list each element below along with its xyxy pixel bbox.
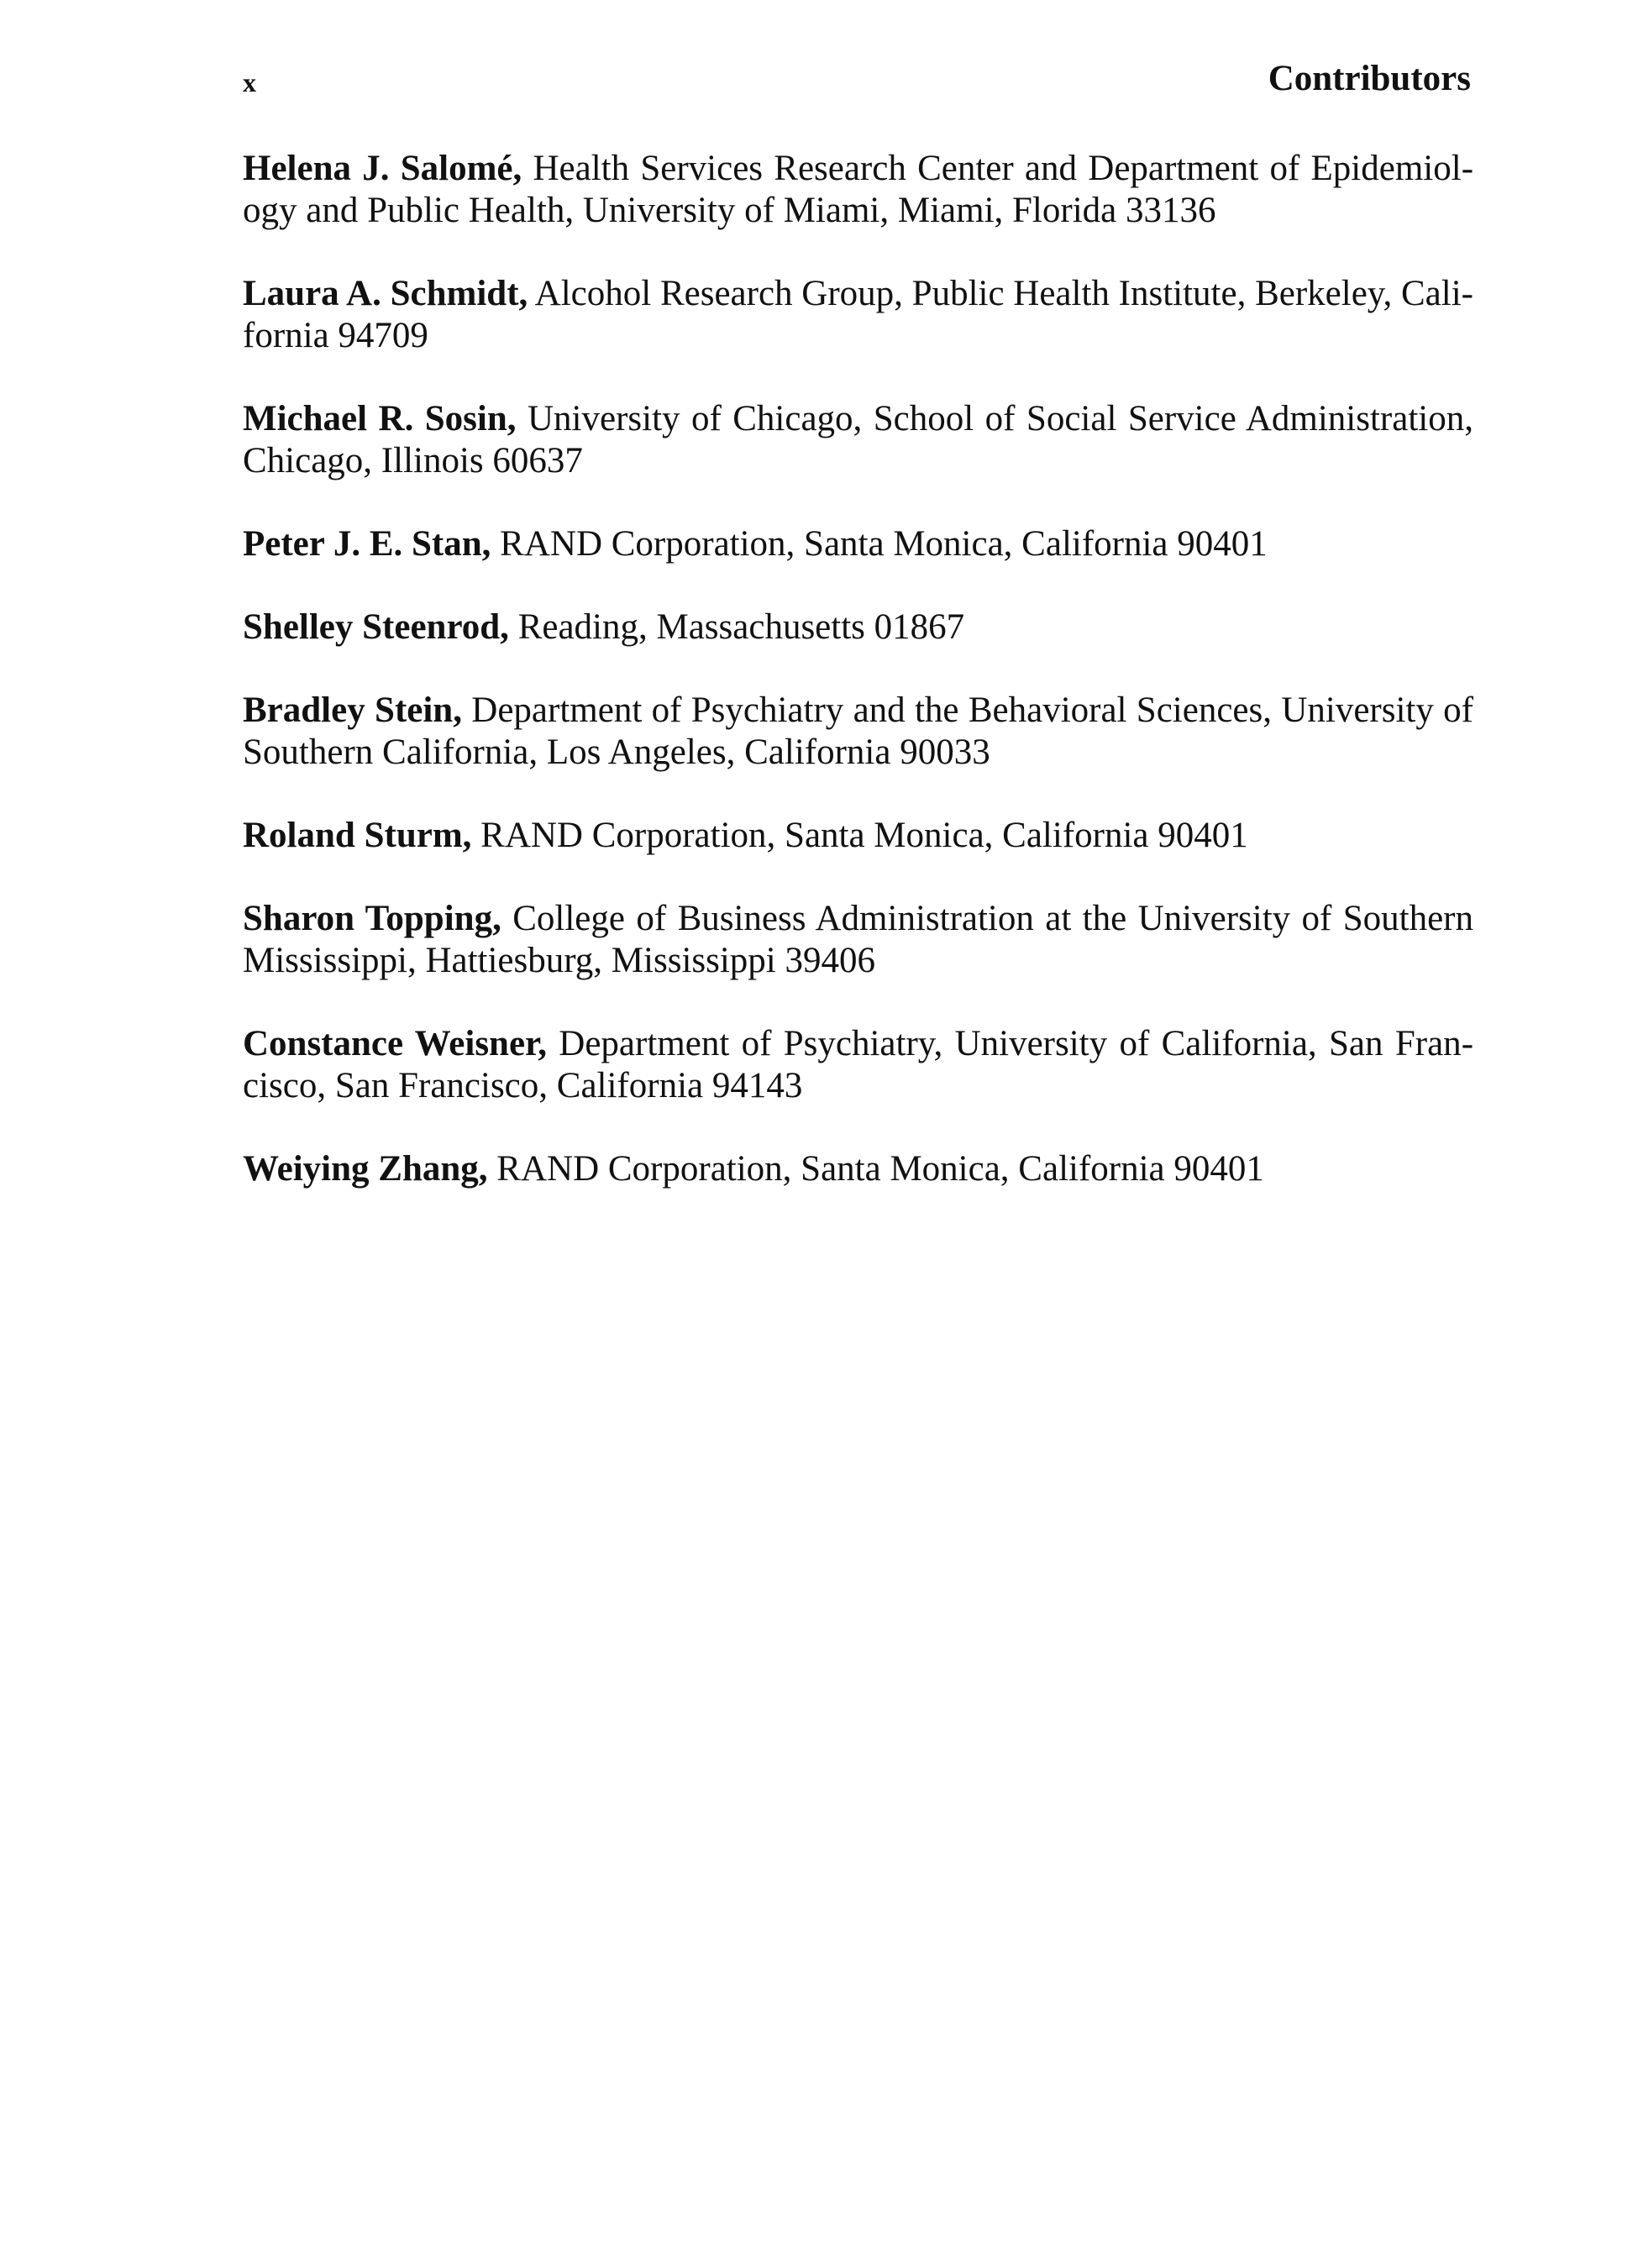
contributor-name: Helena J. Salomé,: [243, 149, 522, 188]
contributor-name: Weiying Zhang,: [243, 1149, 488, 1189]
contributor-entry: [243, 898, 1473, 982]
contributor-affiliation: College of Business Administration at the University of Southern Mississippi, Hattiesburg, Mississippi 39406: [243, 899, 1473, 980]
contributor-affiliation: RAND Corporation, Santa Monica, California 90401: [496, 1149, 1264, 1189]
contributor-entry: [243, 1148, 1473, 1190]
page-number: x: [243, 67, 256, 97]
contributor-entry: [243, 398, 1473, 482]
contributor-entry: [243, 523, 1473, 565]
contributor-affiliation: Health Services Research Center and Department of Epidemiology and Public Health, University of Miami, Miami, Florida 33136: [243, 149, 1474, 230]
section-title: Contributors: [1268, 59, 1471, 98]
contributor-entry: [243, 1023, 1473, 1107]
contributor-affiliation: Reading, Massachusetts 01867: [517, 607, 965, 647]
contributor-name: Roland Sturm,: [243, 816, 472, 855]
contributor-name: Michael R. Sosin,: [243, 399, 517, 438]
contributor-entry: [243, 815, 1473, 857]
contributor-affiliation: Department of Psychiatry and the Behavioral Sciences, University of Southern California, Los Angeles, California 90033: [243, 690, 1473, 772]
contributor-name: Shelley Steenrod,: [243, 607, 509, 647]
contributor-name: Constance Weisner,: [243, 1024, 547, 1063]
contributor-name: Sharon Topping,: [243, 899, 501, 938]
contributor-affiliation: Department of Psychiatry, University of California, San Francisco, San Francisco, California 94143: [243, 1024, 1474, 1105]
contributor-entry: [243, 690, 1473, 774]
contributor-entry: [243, 148, 1473, 232]
running-head: [243, 57, 1471, 108]
contributor-affiliation: RAND Corporation, Santa Monica, California 90401: [480, 816, 1248, 855]
contributor-entry: [243, 606, 1473, 648]
contributor-entry: [243, 273, 1473, 357]
contributor-name: Laura A. Schmidt,: [243, 274, 528, 313]
contributors-list: [243, 148, 1473, 1231]
contributor-name: Peter J. E. Stan,: [243, 524, 491, 564]
contributor-affiliation: Alcohol Research Group, Public Health Institute, Berkeley, California 94709: [243, 274, 1473, 355]
contributor-name: Bradley Stein,: [243, 690, 462, 730]
contributor-affiliation: University of Chicago, School of Social Service Administration, Chicago, Illinois 60637: [243, 399, 1473, 480]
contributor-affiliation: RAND Corporation, Santa Monica, California 90401: [500, 524, 1268, 564]
